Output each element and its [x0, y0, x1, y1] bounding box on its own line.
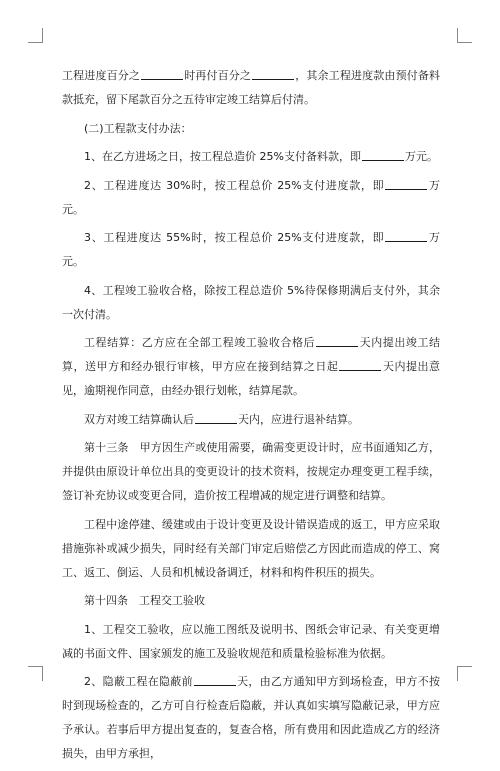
fill-in-blank	[252, 68, 294, 80]
paragraph-p12	[62, 618, 440, 666]
paragraph-p13	[62, 670, 440, 766]
paragraph-p9	[62, 436, 440, 508]
paragraph-text: 天，由乙方通知甲方到场检查，甲方不按时到现场检查的，乙方可自行检查后隐蔽，并认真如实填写隐蔽记录，甲方应予承认。若事后甲方提出复查的，复查合格，所有费用和因此造成乙方的经济损失，由甲方承担，	[62, 675, 441, 760]
paragraph-p8	[62, 408, 440, 432]
paragraph-text: 工程中途停建、缓建或由于设计变更及设计错误造成的返工，甲方应采取措施弥补或减少损失，同时经有关部门审定后赔偿乙方因此而造成的停工、窝工、返工、倒运、人员和机械设备调迁，材料和构件积压的损失。	[62, 517, 440, 579]
paragraph-text: 万元。	[62, 178, 441, 216]
paragraph-text: 天内提出意见，逾期视作同意，由经办银行划帐，结算尾款。	[62, 360, 441, 397]
paragraph-text: 万元。	[62, 231, 441, 268]
paragraph-text: 第十四条 工程交工验收	[84, 594, 205, 607]
paragraph-text: 4、工程竣工验收合格，除按工程总造价 5%待保修期满后支付外，其余一次付清。	[62, 283, 440, 321]
paragraph-p2	[62, 117, 440, 141]
paragraph-text: 工程结算：乙方应在全部工程竣工验收合格后	[84, 336, 316, 349]
paragraph-text: ，其余工程进度款由预付备料款抵充，留下尾款百分之五待审定竣工结算后付清。	[62, 69, 441, 106]
paragraph-p1	[62, 64, 440, 112]
fill-in-blank	[339, 359, 381, 371]
paragraph-p10	[62, 513, 440, 585]
fill-in-blank	[141, 68, 183, 80]
paragraph-text: 万元。	[404, 150, 438, 163]
paragraph-p7	[62, 331, 440, 403]
fill-in-blank	[385, 230, 427, 242]
paragraph-text: 时再付百分之	[184, 69, 252, 82]
paragraph-text: 2、工程进度达 30%时，按工程总价 25%支付进度款，即	[84, 178, 385, 192]
fill-in-blank	[385, 178, 427, 190]
paragraph-text: 1、在乙方进场之日，按工程总造价 25%支付备料款，即	[84, 150, 361, 163]
paragraph-text: (二)工程款支付办法：	[84, 121, 192, 135]
paragraph-text: 天内提出竣工结算，送甲方和经办银行审核，甲方应在接到结算之日起	[62, 336, 440, 373]
paragraph-text: 工程进度百分之	[62, 69, 141, 82]
crop-mark-top-right	[457, 28, 472, 43]
paragraph-text: 3、工程进度达 55%时，按工程总价 25%支付进度款，即	[84, 231, 385, 244]
paragraph-text: 第十三条 甲方因生产或使用需要，确需变更设计时，应书面通知乙方，并提供由原设计单位出具的变更设计的技术资料，按规定办理变更工程手续，签订补充协议或变更合同，造价按工程增减的规定进行调整和结算。	[62, 441, 440, 502]
crop-mark-bottom-left	[28, 666, 43, 681]
paragraph-p6	[62, 279, 440, 327]
paragraph-text: 双方对竣工结算确认后	[84, 412, 194, 426]
crop-mark-top-left	[28, 28, 43, 43]
paragraph-text: 天内，应进行退补结算。	[238, 412, 359, 426]
fill-in-blank	[194, 674, 236, 686]
paragraph-p3	[62, 145, 440, 169]
crop-mark-bottom-right	[457, 666, 472, 681]
paragraph-p5	[62, 226, 440, 274]
fill-in-blank	[362, 149, 404, 161]
paragraph-text: 2、隐蔽工程在隐蔽前	[84, 675, 193, 688]
paragraph-text: 1、工程交工验收，应以施工图纸及说明书、图纸会审记录、有关变更增减的书面文件、国家颁发的施工及验收规范和质量检验标准为依据。	[62, 622, 440, 660]
document-page	[62, 64, 440, 771]
fill-in-blank	[316, 335, 358, 347]
paragraph-p11	[62, 589, 440, 613]
paragraph-p4	[62, 174, 440, 222]
fill-in-blank	[195, 412, 237, 424]
